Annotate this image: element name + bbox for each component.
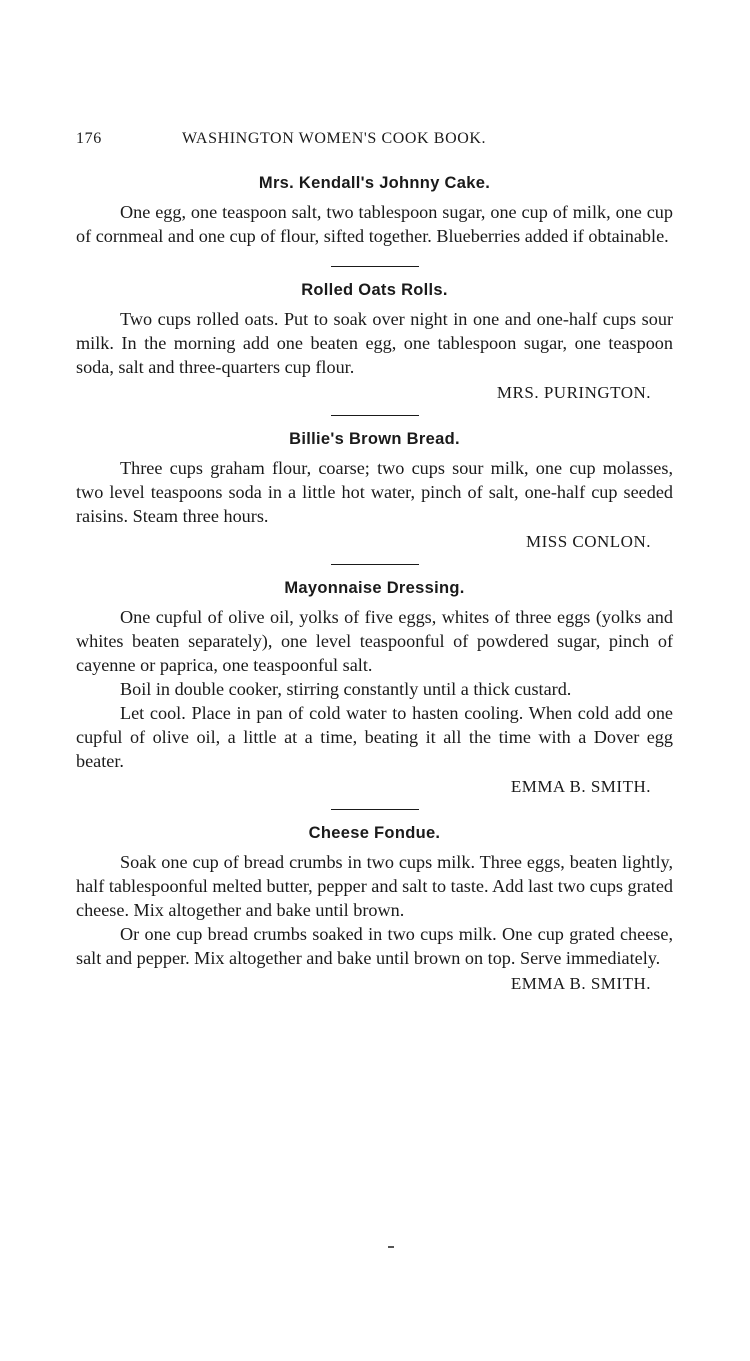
- page-number: 176: [76, 130, 102, 147]
- recipe-title: Billie's Brown Bread.: [289, 430, 460, 448]
- recipe-credit: EMMA B. SMITH.: [510, 974, 651, 993]
- book-page: [76, 126, 673, 996]
- recipe-paragraph: Or one cup bread crumbs soaked in two cups milk. One cup grated cheese, salt and pepper. Mix altogether and bake until brown on top. Serve immediately.: [76, 924, 673, 968]
- recipe-paragraph: Boil in double cooker, stirring constantly until a thick custard.: [120, 679, 572, 699]
- print-speck: [388, 1246, 394, 1248]
- recipe-johnny-cake: [76, 170, 673, 248]
- recipe-rolled-oats-rolls: [76, 277, 673, 405]
- recipe-cheese-fondue: [76, 820, 673, 996]
- recipe-credit: MISS CONLON.: [525, 532, 651, 551]
- recipe-credit: MRS. PURINGTON.: [496, 383, 651, 402]
- recipe-paragraph: Soak one cup of bread crumbs in two cups milk. Three eggs, beaten lightly, half tablespoonful melted butter, pepper and salt to taste. Add last two cups grated cheese. Mix altogether and bake until brown.: [76, 852, 673, 920]
- recipe-paragraph: Two cups rolled oats. Put to soak over night in one and one-half cups sour milk. In the morning add one beaten egg, one tablespoon sugar, one teaspoon soda, salt and three-quarters cup flour.: [76, 309, 673, 377]
- recipe-title: Mrs. Kendall's Johnny Cake.: [258, 174, 491, 192]
- recipe-brown-bread: [76, 426, 673, 554]
- recipe-title: Cheese Fondue.: [308, 824, 441, 842]
- recipe-credit: EMMA B. SMITH.: [510, 777, 651, 796]
- recipe-paragraph: One cupful of olive oil, yolks of five eggs, whites of three eggs (yolks and whites beaten separately), one level teaspoonful of powdered sugar, pinch of cayenne or paprica, one teaspoonful salt.: [76, 607, 673, 675]
- recipe-title: Mayonnaise Dressing.: [284, 579, 465, 597]
- book-title: WASHINGTON WOMEN'S COOK BOOK.: [182, 130, 487, 147]
- recipe-title: Rolled Oats Rolls.: [301, 281, 448, 299]
- recipe-paragraph: Three cups graham flour, coarse; two cups sour milk, one cup molasses, two level teaspoons soda in a little hot water, pinch of salt, one-half cup seeded raisins. Steam three hours.: [76, 458, 673, 526]
- recipe-mayonnaise-dressing: [76, 575, 673, 799]
- recipe-paragraph: Let cool. Place in pan of cold water to hasten cooling. When cold add one cupful of olive oil, a little at a time, beating it all the time with a Dover egg beater.: [76, 703, 673, 771]
- recipe-paragraph: One egg, one teaspoon salt, two tablespoon sugar, one cup of milk, one cup of cornmeal and one cup of flour, sifted together. Blueberries added if obtainable.: [76, 202, 673, 246]
- running-head: [76, 126, 673, 152]
